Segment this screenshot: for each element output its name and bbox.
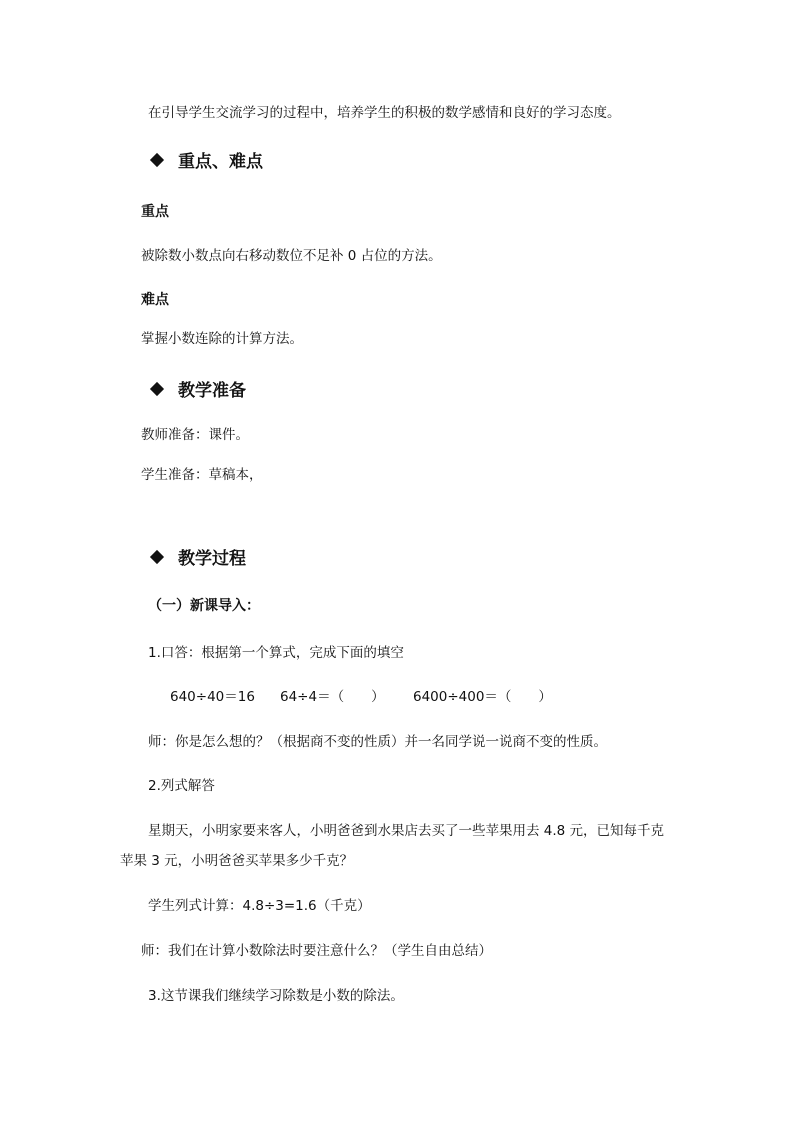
student-preparation: 学生准备：草稿本，	[141, 467, 263, 483]
difficult-label: 难点	[141, 292, 169, 308]
section-heading-process	[152, 548, 246, 570]
student-calculation: 学生列式计算：4.8÷3=1.6（千克）	[148, 898, 371, 914]
problem-line-2: 苹果 3 元，小明爸爸买苹果多少千克？	[120, 853, 354, 869]
difficult-text: 掌握小数连除的计算方法。	[141, 331, 303, 347]
section-heading-text: 教学准备	[178, 381, 246, 401]
part1-heading: （一）新课导入：	[148, 598, 260, 614]
teacher-question-1: 师：你是怎么想的？（根据商不变的性质）并一名同学说一说商不变的性质。	[148, 734, 607, 750]
teacher-question-2: 师：我们在计算小数除法时要注意什么？（学生自由总结）	[141, 943, 492, 959]
diamond-bullet-icon	[150, 153, 164, 167]
item2-text: 2.列式解答	[148, 778, 215, 794]
diamond-bullet-icon	[150, 382, 164, 396]
section-heading-text: 重点、难点	[178, 152, 263, 172]
equation-2: 64÷4＝（ ）	[280, 689, 385, 705]
item1-text: 1.口答：根据第一个算式，完成下面的填空	[148, 645, 404, 661]
equation-3: 6400÷400＝（ ）	[413, 689, 552, 705]
equation-1: 640÷40＝16	[170, 689, 255, 705]
item3-text: 3.这节课我们继续学习除数是小数的除法。	[148, 988, 404, 1004]
teacher-preparation: 教师准备：课件。	[141, 427, 249, 443]
section-heading-preparation	[152, 380, 246, 402]
section-heading-text: 教学过程	[178, 549, 246, 569]
key-label: 重点	[141, 204, 169, 220]
problem-line-1: 星期天，小明家要来客人，小明爸爸到水果店去买了一些苹果用去 4.8 元，已知每千克	[148, 823, 665, 839]
diamond-bullet-icon	[150, 550, 164, 564]
intro-text: 在引导学生交流学习的过程中，培养学生的积极的数学感情和良好的学习态度。	[148, 105, 621, 121]
section-heading-key-difficult	[152, 151, 263, 173]
key-text: 被除数小数点向右移动数位不足补 0 占位的方法。	[141, 248, 442, 264]
